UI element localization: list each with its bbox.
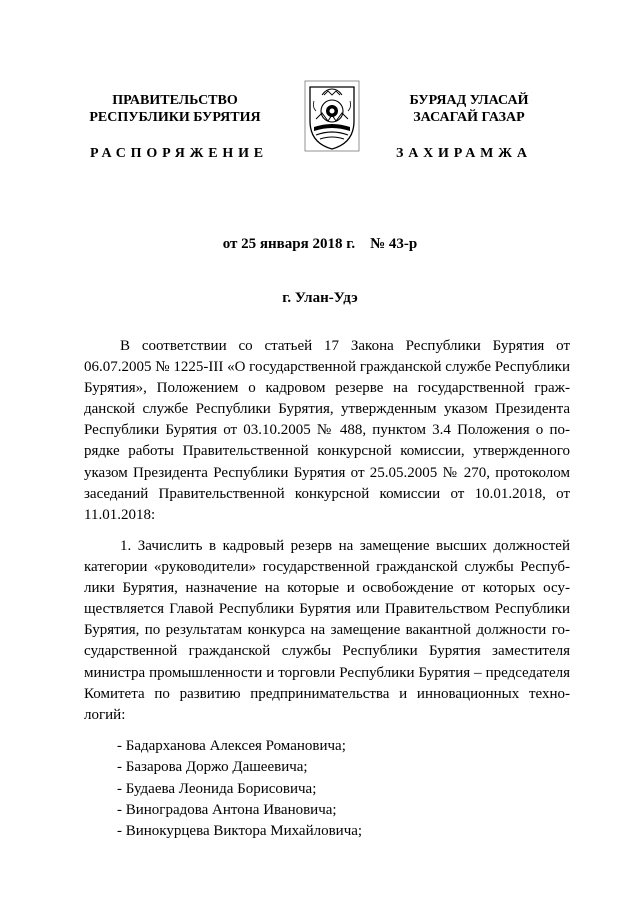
coat-of-arms-icon bbox=[300, 77, 364, 155]
list-item: - Винокурцева Виктора Михайловича; bbox=[117, 823, 363, 840]
document-type-ru: РАСПОРЯЖЕНИЕ bbox=[90, 146, 268, 161]
government-name-ru-line-1: ПРАВИТЕЛЬСТВО bbox=[112, 93, 238, 108]
order-city: г. Улан-Удэ bbox=[282, 290, 358, 306]
list-item: - Базарова Доржо Дашеевича; bbox=[117, 759, 308, 776]
government-name-ru-line-2: РЕСПУБЛИКИ БУРЯТИЯ bbox=[89, 110, 261, 125]
government-name-ru bbox=[70, 92, 280, 126]
candidate-list bbox=[117, 736, 362, 842]
list-item: - Будаева Леонида Борисовича; bbox=[117, 780, 317, 797]
order-date-number: от 25 января 2018 г. № 43-р bbox=[222, 236, 418, 252]
list-item: - Виноградова Антона Ивановича; bbox=[117, 801, 337, 818]
government-name-bxr-line-2: ЗАСАГАЙ ГАЗАР bbox=[413, 110, 525, 125]
preamble-paragraph: В соответствии со статьей 17 Закона Республики Бурятия от 06.07.2005 № 1225-III «О государственной гражданской службе Республики Бурятия», Положением о кадровом резерве на государственной гражданской службе Республики Бурятия, утвержденным указом Президента Республики Бурятия от 03.10.2005 № 488, пунктом 3.4 Положения о порядке работы Правительственной конкурсной комиссии, утвержденного указом Президента Республики Бурятия от 25.05.2005 № 270, протоколом заседаний Правительственной конкурсной комиссии от 10.01.2018, от 11.01.2018: bbox=[84, 338, 570, 523]
government-name-bxr-line-1: БУРЯАД УЛАСАЙ bbox=[409, 93, 529, 108]
government-name-bxr bbox=[384, 92, 554, 126]
list-item: - Бадарханова Алексея Романовича; bbox=[117, 738, 346, 754]
item-1-paragraph: 1. Зачислить в кадровый резерв на замещение высших должностей категории «руководители» государственной гражданской службы Республики Бурятия, назначение на которые и освобождение от которых осуществляется Главой Республики Бурятия или Правительством Республики Бурятия, по результатам конкурса на замещение вакантной должности государственной гражданской службы Республики Бурятия заместителя министра промышленности и торговли Республики Бурятия – председателя Комитета по развитию предпринимательства и инновационных технологий: bbox=[84, 538, 570, 723]
document-type-bxr: ЗАХИРАМЖА bbox=[396, 146, 532, 161]
